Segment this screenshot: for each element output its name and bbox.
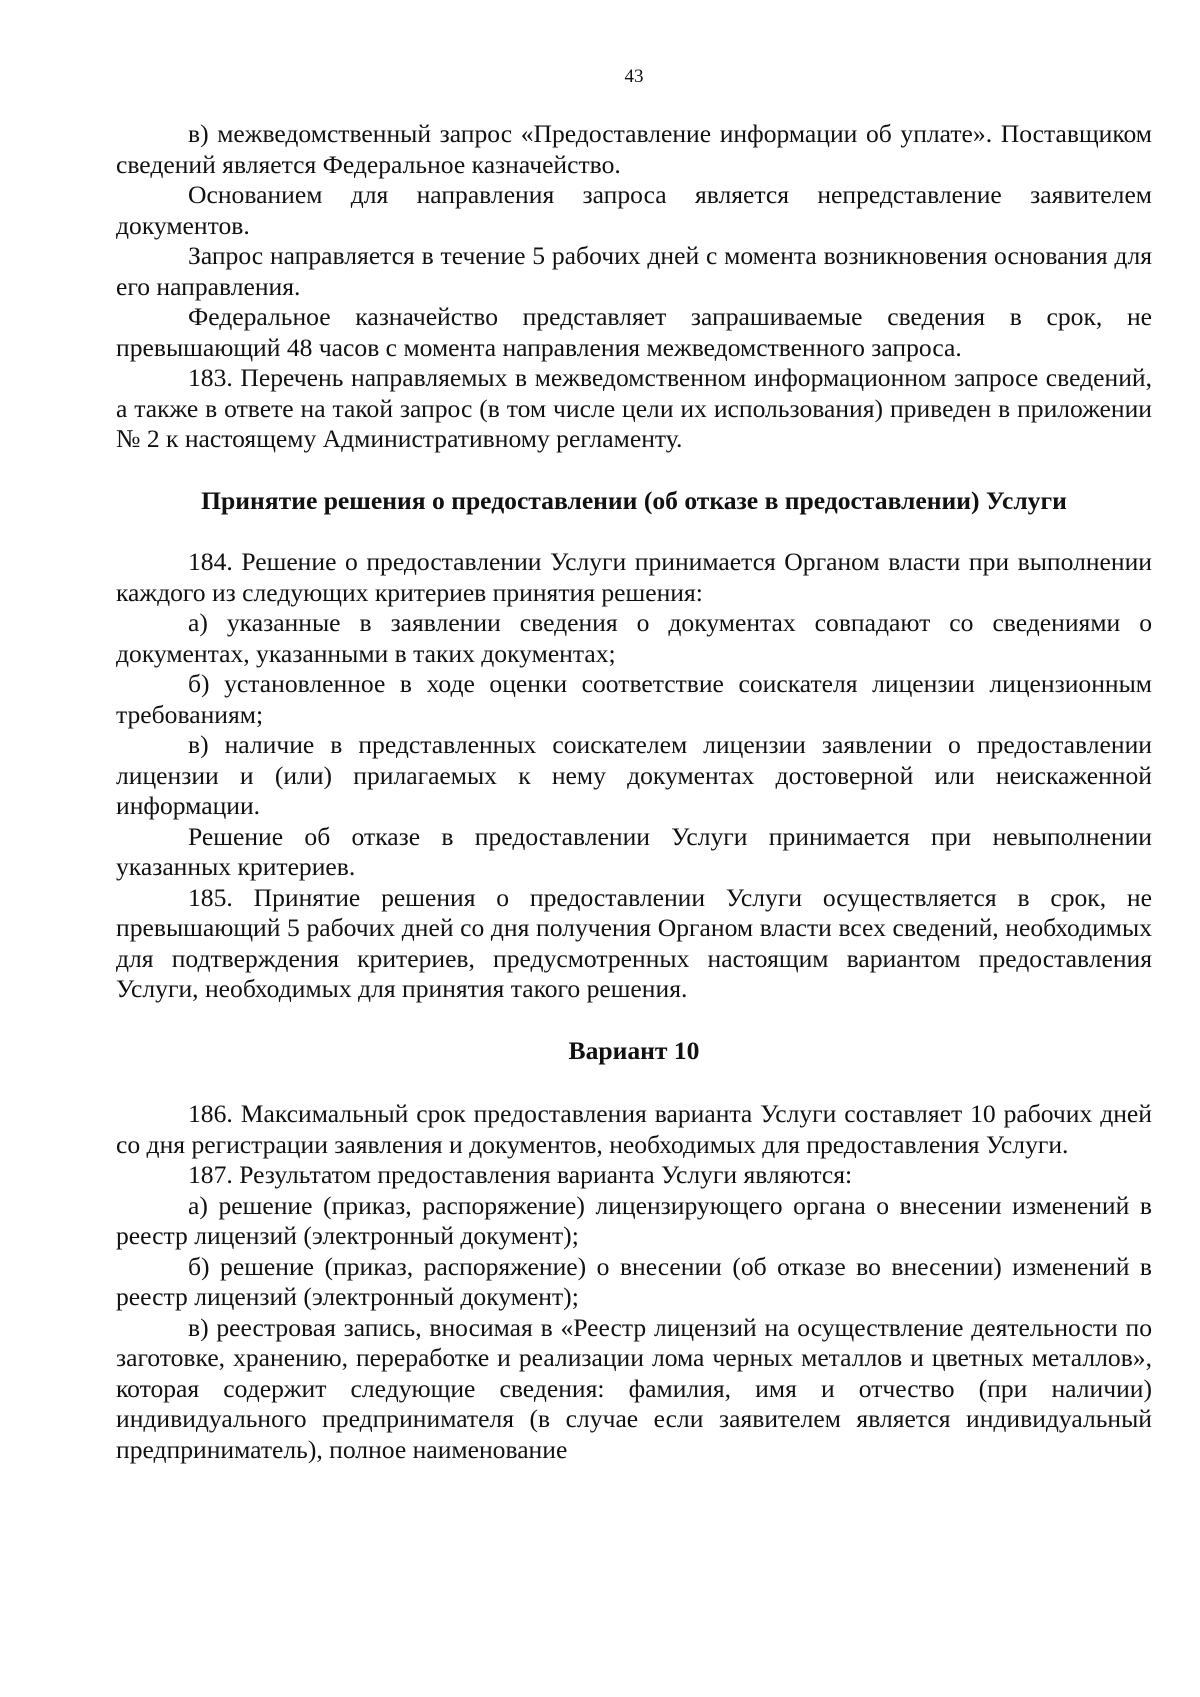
- section-variant-10: [116, 1099, 1152, 1465]
- paragraph: в) реестровая запись, вносимая в «Реестр лицензий на осуществление деятельности по заготовке, хранению, переработке и реализации лома черных металлов и цветных металлов», которая содержит следующие сведения: фамилия, имя и отчество (при наличии) индивидуального предпринимателя (в случае если заявителем является индивидуальный предприниматель), полное наименование: [116, 1312, 1152, 1464]
- paragraph: а) решение (приказ, распоряжение) лицензирующего органа о внесении изменений в реестр лицензий (электронный документ);: [116, 1190, 1152, 1250]
- paragraph: Основанием для направления запроса является непредставление заявителем документов.: [116, 180, 1152, 240]
- paragraph: в) наличие в представленных соискателем лицензии заявлении о предоставлении лицензии и (или) прилагаемых к нему документах достоверной или неискаженной информации.: [116, 730, 1152, 820]
- paragraph: Федеральное казначейство представляет запрашиваемые сведения в срок, не превышающий 48 часов с момента направления межведомственного запроса.: [116, 302, 1152, 362]
- paragraph: 187. Результатом предоставления варианта Услуги являются:: [188, 1160, 853, 1189]
- paragraph: а) указанные в заявлении сведения о документах совпадают со сведениями о документах, указанными в таких документах;: [116, 608, 1152, 668]
- paragraph: б) решение (приказ, распоряжение) о внесении (об отказе во внесении) изменений в реестр лицензий (электронный документ);: [116, 1251, 1152, 1311]
- section-heading-decision: Принятие решения о предоставлении (об отказе в предоставлении) Услуги: [201, 485, 1067, 515]
- paragraph: 183. Перечень направляемых в межведомственном информационном запросе сведений, а также в ответе на такой запрос (в том числе цели их использования) приведен в приложении № 2 к настоящему Административному регламенту.: [116, 363, 1152, 453]
- paragraph: 186. Максимальный срок предоставления варианта Услуги составляет 10 рабочих дней со дня регистрации заявления и документов, необходимых для предоставления Услуги.: [116, 1099, 1152, 1159]
- page-number: 43: [624, 66, 644, 87]
- section-interagency-request: [116, 119, 1152, 455]
- paragraph: Запрос направляется в течение 5 рабочих дней с момента возникновения основания для его направления.: [116, 241, 1152, 301]
- paragraph: в) межведомственный запрос «Предоставление информации об уплате». Поставщиком сведений является Федеральное казначейство.: [116, 119, 1152, 179]
- section-decision: [116, 547, 1152, 1005]
- paragraph: 184. Решение о предоставлении Услуги принимается Органом власти при выполнении каждого из следующих критериев принятия решения:: [116, 547, 1152, 607]
- paragraph: 185. Принятие решения о предоставлении Услуги осуществляется в срок, не превышающий 5 рабочих дней со дня получения Органом власти всех сведений, необходимых для подтверждения критериев, предусмотренных настоящим вариантом предоставления Услуги, необходимых для принятия такого решения.: [116, 882, 1152, 1003]
- paragraph: Решение об отказе в предоставлении Услуги принимается при невыполнении указанных критериев.: [116, 821, 1152, 881]
- section-heading-variant: Вариант 10: [568, 1035, 700, 1065]
- paragraph: б) установленное в ходе оценки соответствие соискателя лицензии лицензионным требованиям;: [116, 669, 1152, 729]
